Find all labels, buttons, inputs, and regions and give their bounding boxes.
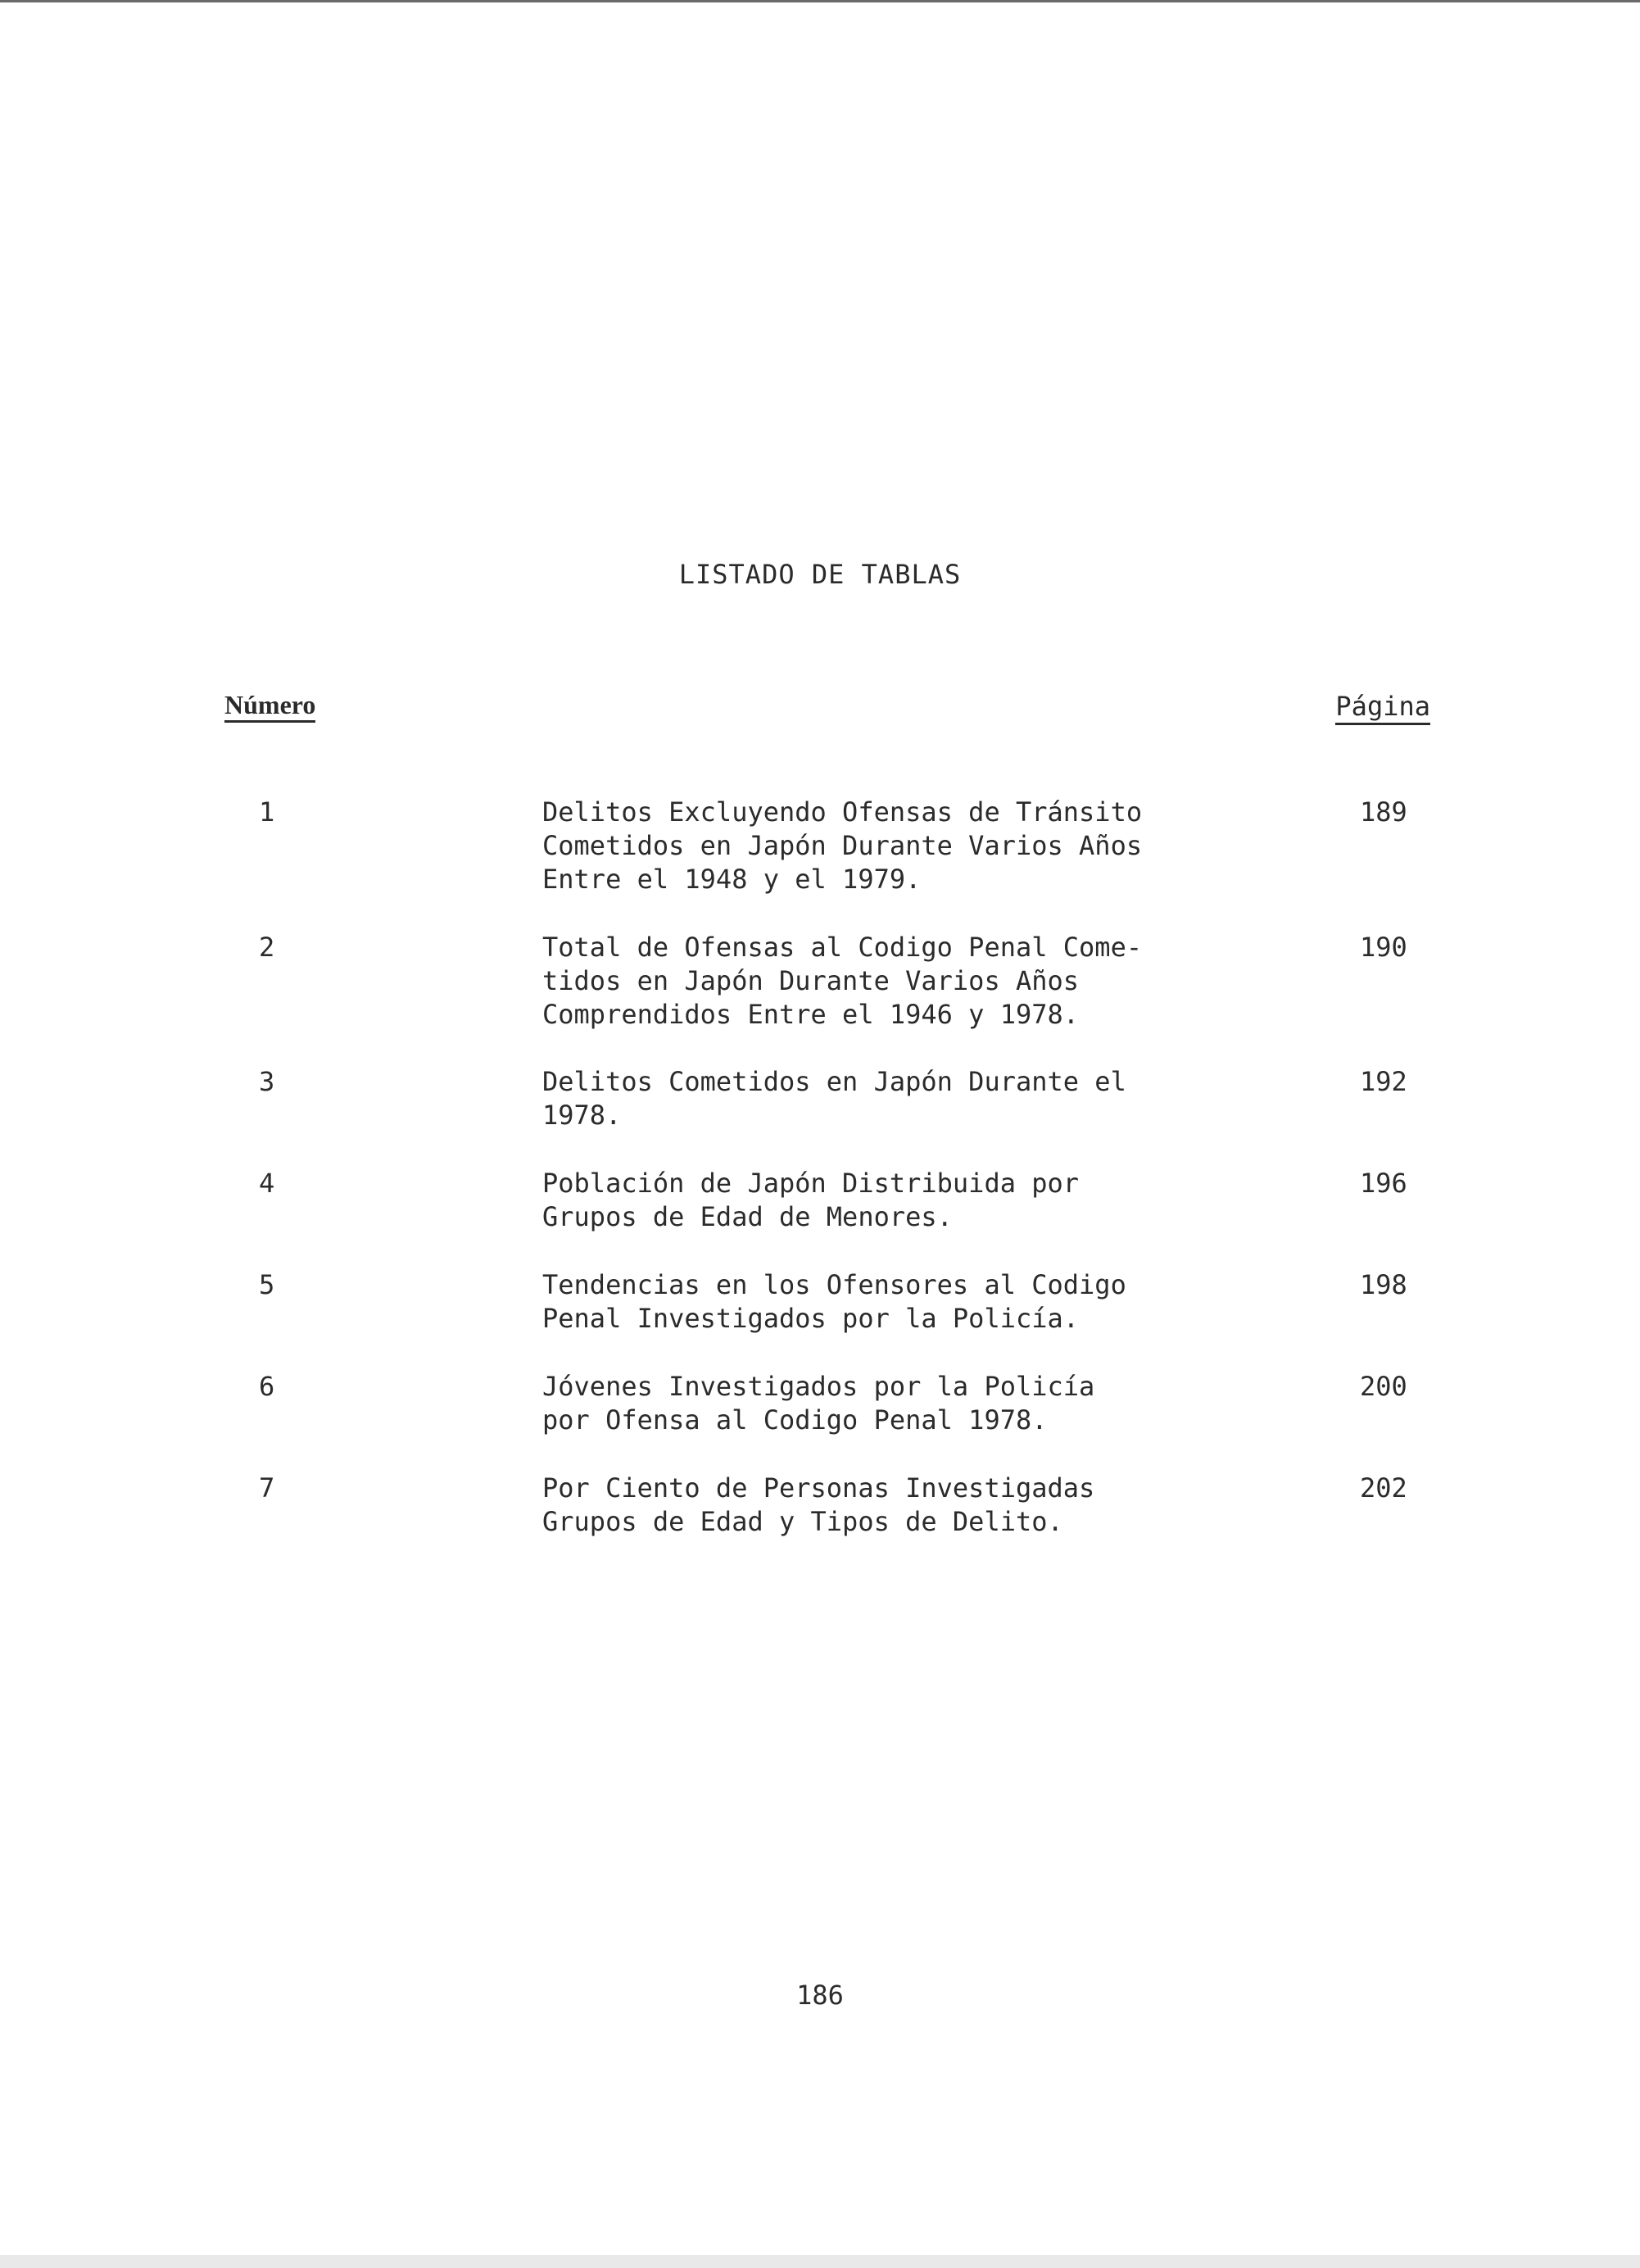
table-page: 189: [1360, 796, 1407, 828]
table-page: 196: [1360, 1168, 1407, 1199]
table-page: 190: [1360, 932, 1407, 963]
table-title: Delitos Cometidos en Japón Durante el 1978.: [542, 1066, 1126, 1131]
table-page: 200: [1360, 1371, 1407, 1402]
table-number: 1: [259, 796, 275, 828]
table-page: 192: [1360, 1066, 1407, 1097]
table-title: Jóvenes Investigados por la Policía por Ofensa al Codigo Penal 1978.: [542, 1371, 1095, 1436]
table-title: Delitos Excluyendo Ofensas de Tránsito Cometidos en Japón Durante Varios Años Entre el 1948 y el 1979.: [542, 796, 1143, 895]
page-column-header: Página: [1335, 690, 1430, 725]
table-page: 198: [1360, 1269, 1407, 1300]
table-title: Por Ciento de Personas Investigadas Grupos de Edad y Tipos de Delito.: [542, 1472, 1095, 1537]
table-page: 202: [1360, 1472, 1407, 1504]
number-column-header: Número: [224, 690, 315, 723]
table-number: 3: [259, 1066, 275, 1097]
table-number: 7: [259, 1472, 275, 1504]
page-title: LISTADO DE TABLAS: [678, 559, 962, 590]
table-title: Tendencias en los Ofensores al Codigo Penal Investigados por la Policía.: [542, 1269, 1126, 1334]
table-number: 6: [259, 1371, 275, 1402]
bottom-scan-edge: [0, 2255, 1640, 2268]
page-number: 186: [796, 1980, 844, 2011]
table-number: 4: [259, 1168, 275, 1199]
table-number: 2: [259, 932, 275, 963]
table-title: Total de Ofensas al Codigo Penal Come- tidos en Japón Durante Varios Años Comprendidos Entre el 1946 y 1978.: [542, 932, 1143, 1030]
table-title: Población de Japón Distribuida por Grupos de Edad de Menores.: [542, 1168, 1080, 1232]
table-number: 5: [259, 1269, 275, 1300]
top-edge-rule: [0, 0, 1640, 2]
